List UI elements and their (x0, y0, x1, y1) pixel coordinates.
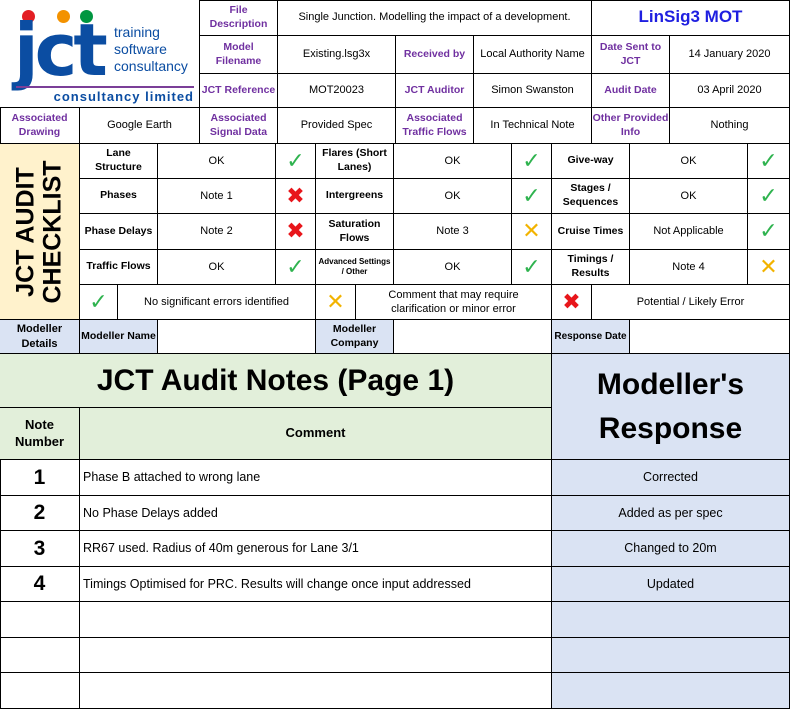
note-number: 2 (0, 496, 80, 532)
logo-line-1: training (114, 24, 160, 40)
cross-icon: ✖ (286, 182, 305, 208)
note-number: 1 (0, 460, 80, 496)
check-phase-delays-label: Phase Delays (80, 214, 158, 250)
assoc-drawing-label: Associated Drawing (0, 108, 80, 144)
check-intergreens-label: Intergreens (316, 179, 394, 214)
modeller-response[interactable]: Changed to 20m (552, 531, 790, 567)
check-stages-sequences-status (748, 179, 790, 214)
note-number (0, 673, 80, 709)
note-number (0, 638, 80, 674)
received-by-value: Local Authority Name (474, 36, 592, 74)
modeller-response[interactable]: Added as per spec (552, 496, 790, 532)
logo-subtitle (114, 24, 188, 75)
check-flares-short-lanes-value: OK (394, 144, 512, 179)
modeller-response[interactable] (552, 638, 790, 674)
modeller-response[interactable] (552, 602, 790, 638)
check-give-way-status (748, 144, 790, 179)
logo-line-2: software (114, 41, 167, 57)
checklist-title-line-2: CHECKLIST (38, 159, 67, 304)
response-date-field[interactable] (630, 320, 790, 354)
cross-icon: ✖ (286, 218, 305, 244)
modeller-details-label: Modeller Details (0, 320, 80, 354)
check-icon: ✓ (759, 218, 778, 244)
legend-warn-text: Comment that may require clarification or minor error (356, 285, 552, 320)
received-by-label: Received by (396, 36, 474, 74)
logo-line-3: consultancy (114, 58, 188, 74)
date-sent-label: Date Sent to JCT (592, 36, 670, 74)
assoc-drawing-value: Google Earth (80, 108, 200, 144)
warning-x-icon: ✕ (759, 253, 778, 279)
legend-cross-text: Potential / Likely Error (592, 285, 790, 320)
checklist-title (13, 160, 67, 303)
check-give-way-label: Give-way (552, 144, 630, 179)
note-comment: RR67 used. Radius of 40m generous for Lane 3/1 (80, 531, 552, 567)
check-icon: ✓ (522, 147, 541, 173)
legend-warn-icon-cell (316, 285, 356, 320)
check-stages-sequences-label: Stages / Sequences (552, 179, 630, 214)
audit-date-label: Audit Date (592, 74, 670, 108)
comment-header: Comment (80, 408, 552, 460)
check-phases-value: Note 1 (158, 179, 276, 214)
check-saturation-flows-status (512, 214, 552, 250)
check-traffic-flows-value: OK (158, 250, 276, 285)
note-comment (80, 673, 552, 709)
note-comment: Timings Optimised for PRC. Results will change once input addressed (80, 567, 552, 603)
logo-tagline: consultancy limited (16, 86, 194, 106)
check-intergreens-status (512, 179, 552, 214)
warning-x-icon: ✕ (326, 288, 345, 314)
assoc-flows-label: Associated Traffic Flows (396, 108, 474, 144)
jct-auditor-value: Simon Swanston (474, 74, 592, 108)
product-title: LinSig3 MOT (592, 0, 790, 36)
check-phase-delays-value: Note 2 (158, 214, 276, 250)
check-lane-structure-status (276, 144, 316, 179)
response-date-label: Response Date (552, 320, 630, 354)
model-filename-label: Model Filename (200, 36, 278, 74)
check-icon: ✓ (759, 182, 778, 208)
check-intergreens-value: OK (394, 179, 512, 214)
note-number-header: Note Number (0, 408, 80, 460)
check-saturation-flows-label: Saturation Flows (316, 214, 394, 250)
model-filename-value: Existing.lsg3x (278, 36, 396, 74)
check-advanced-settings-other-status (512, 250, 552, 285)
notes-title: JCT Audit Notes (Page 1) (0, 354, 552, 408)
check-phase-delays-status (276, 214, 316, 250)
check-phases-label: Phases (80, 179, 158, 214)
assoc-signal-label: Associated Signal Data (200, 108, 278, 144)
check-cruise-times-label: Cruise Times (552, 214, 630, 250)
check-traffic-flows-label: Traffic Flows (80, 250, 158, 285)
logo-mark: jct (14, 8, 104, 92)
check-cruise-times-value: Not Applicable (630, 214, 748, 250)
jct-auditor-label: JCT Auditor (396, 74, 474, 108)
check-cruise-times-status (748, 214, 790, 250)
note-comment (80, 602, 552, 638)
note-comment: No Phase Delays added (80, 496, 552, 532)
jct-reference-value: MOT20023 (278, 74, 396, 108)
note-comment (80, 638, 552, 674)
modeller-response[interactable] (552, 673, 790, 709)
checklist-title-line-1: JCT AUDIT (11, 166, 40, 297)
check-icon: ✓ (759, 147, 778, 173)
check-timings-results-status (748, 250, 790, 285)
modeller-company-label: Modeller Company (316, 320, 394, 354)
audit-date-value: 03 April 2020 (670, 74, 790, 108)
other-info-label: Other Provided Info (592, 108, 670, 144)
jct-logo (0, 0, 200, 108)
cross-icon: ✖ (562, 288, 581, 314)
warning-x-icon: ✕ (522, 218, 541, 244)
check-lane-structure-value: OK (158, 144, 276, 179)
check-stages-sequences-value: OK (630, 179, 748, 214)
assoc-signal-value: Provided Spec (278, 108, 396, 144)
check-icon: ✓ (522, 182, 541, 208)
check-traffic-flows-status (276, 250, 316, 285)
note-comment: Phase B attached to wrong lane (80, 460, 552, 496)
check-lane-structure-label: Lane Structure (80, 144, 158, 179)
note-number: 4 (0, 567, 80, 603)
legend-cross-icon-cell (552, 285, 592, 320)
note-number (0, 602, 80, 638)
assoc-flows-value: In Technical Note (474, 108, 592, 144)
checklist-title-cell (0, 144, 80, 320)
check-icon: ✓ (286, 147, 305, 173)
check-icon: ✓ (522, 253, 541, 279)
response-title: Modeller's Response (552, 354, 790, 460)
check-phases-status (276, 179, 316, 214)
check-give-way-value: OK (630, 144, 748, 179)
jct-reference-label: JCT Reference (200, 74, 278, 108)
check-icon: ✓ (286, 253, 305, 279)
check-timings-results-label: Timings / Results (552, 250, 630, 285)
modeller-response[interactable]: Updated (552, 567, 790, 603)
legend-tick-text: No significant errors identified (118, 285, 316, 320)
check-flares-short-lanes-label: Flares (Short Lanes) (316, 144, 394, 179)
check-advanced-settings-other-label: Advanced Settings / Other (316, 250, 394, 285)
file-description-value: Single Junction. Modelling the impact of a development. (278, 0, 592, 36)
other-info-value: Nothing (670, 108, 790, 144)
date-sent-value: 14 January 2020 (670, 36, 790, 74)
modeller-name-field[interactable] (158, 320, 316, 354)
check-saturation-flows-value: Note 3 (394, 214, 512, 250)
legend-tick-icon-cell (80, 285, 118, 320)
modeller-name-label: Modeller Name (80, 320, 158, 354)
check-advanced-settings-other-value: OK (394, 250, 512, 285)
file-description-label: File Description (200, 0, 278, 36)
check-icon: ✓ (89, 288, 108, 314)
check-timings-results-value: Note 4 (630, 250, 748, 285)
modeller-company-field[interactable] (394, 320, 552, 354)
note-number: 3 (0, 531, 80, 567)
modeller-response[interactable]: Corrected (552, 460, 790, 496)
check-flares-short-lanes-status (512, 144, 552, 179)
